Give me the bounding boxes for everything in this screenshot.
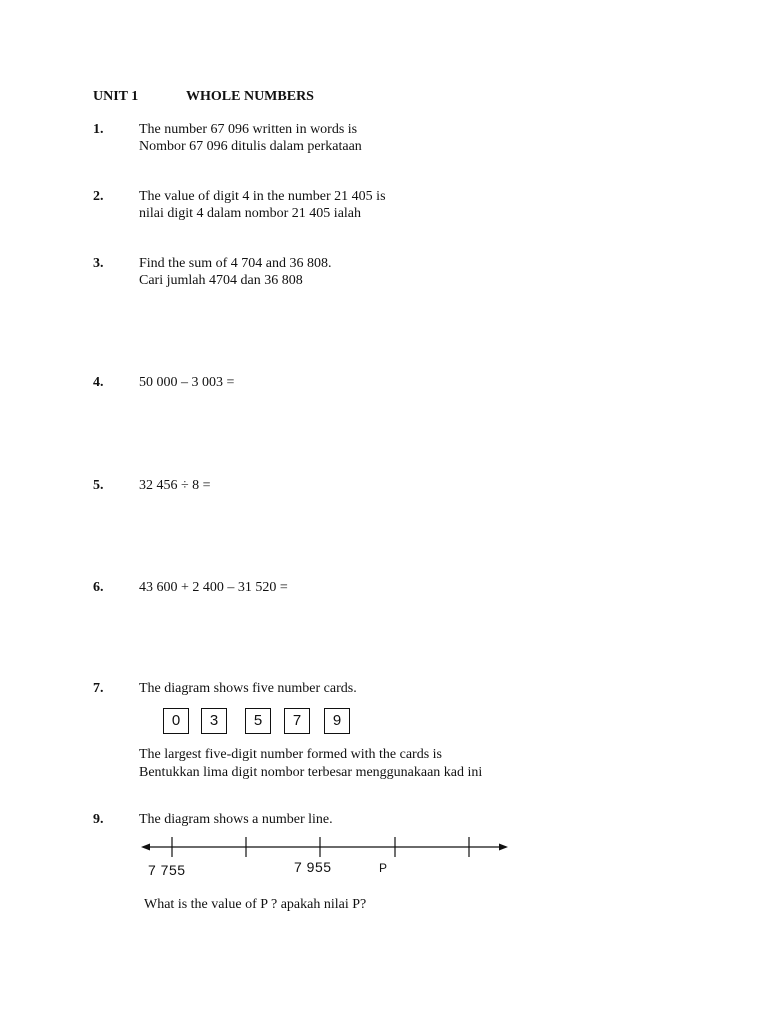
unit-label: UNIT 1: [93, 89, 139, 104]
question-number: 9.: [93, 812, 104, 827]
number-card: 5: [245, 708, 271, 734]
number-card: 0: [163, 708, 189, 734]
question-text: The diagram shows a number line.: [139, 812, 333, 827]
question-text-malay: Bentukkan lima digit nombor terbesar menggunakaan kad ini: [139, 765, 483, 780]
question-number: 6.: [93, 580, 104, 595]
question-text: The largest five-digit number formed with the cards is: [139, 747, 442, 762]
question-text: 43 600 + 2 400 – 31 520 =: [139, 580, 288, 595]
unit-title: WHOLE NUMBERS: [186, 89, 314, 104]
number-line-label: 7 755: [148, 862, 186, 878]
question-number: 5.: [93, 478, 104, 493]
question-text: The number 67 096 written in words is: [139, 122, 358, 137]
question-number: 1.: [93, 122, 104, 137]
question-text-malay: Nombor 67 096 ditulis dalam perkataan: [139, 139, 362, 154]
question-text-malay: Cari jumlah 4704 dan 36 808: [139, 273, 303, 288]
question-text: The value of digit 4 in the number 21 405 is: [139, 189, 386, 204]
number-line-label: 7 955: [294, 859, 332, 875]
question-text-malay: nilai digit 4 dalam nombor 21 405 ialah: [139, 206, 362, 221]
number-line-left-arrow: [141, 844, 150, 851]
question-number: 3.: [93, 256, 104, 271]
number-card: 3: [201, 708, 227, 734]
question-text: Find the sum of 4 704 and 36 808.: [139, 256, 332, 271]
question-text: The diagram shows five number cards.: [139, 681, 357, 696]
number-line-right-arrow: [499, 844, 508, 851]
question-number: 7.: [93, 681, 104, 696]
question-text: What is the value of P ? apakah nilai P?: [144, 897, 367, 912]
question-text: 32 456 ÷ 8 =: [139, 478, 211, 493]
number-card: 9: [324, 708, 350, 734]
question-number: 4.: [93, 375, 104, 390]
question-number: 2.: [93, 189, 104, 204]
number-line-label-p: P: [379, 861, 388, 875]
question-text: 50 000 – 3 003 =: [139, 375, 235, 390]
number-card: 7: [284, 708, 310, 734]
